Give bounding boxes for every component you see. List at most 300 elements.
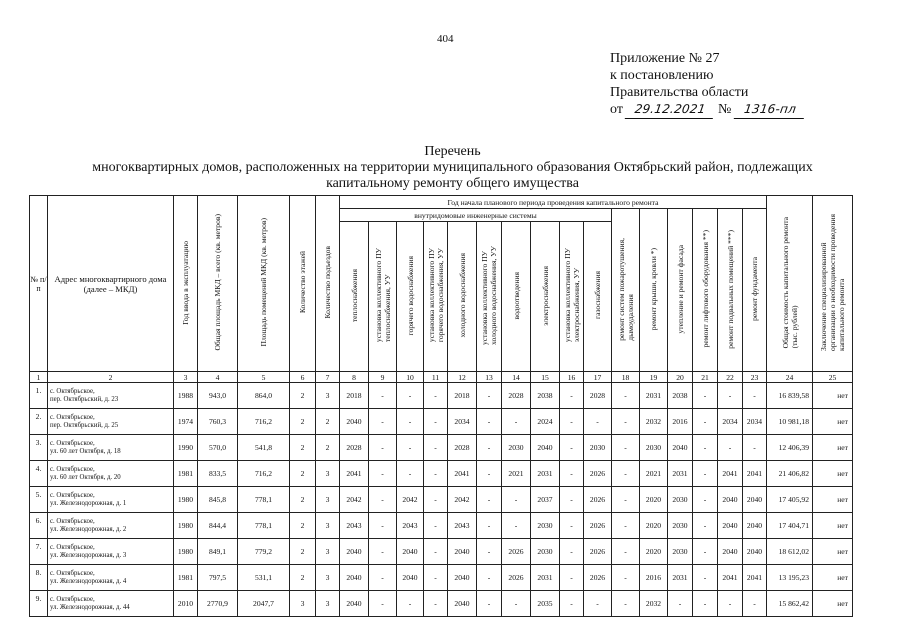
column-index: 10 — [397, 372, 424, 383]
row-address — [48, 487, 174, 513]
table-cell: 2010 — [174, 591, 198, 617]
column-index: 9 — [369, 372, 397, 383]
table-cell: 17 405,92 — [767, 487, 813, 513]
table-cell: 2021 — [502, 461, 531, 487]
col-header-facade — [668, 209, 693, 372]
repair-schedule-table — [29, 195, 853, 617]
conclusion-line-1: Заключение специализированной — [819, 242, 828, 351]
table-cell: 2031 — [531, 461, 560, 487]
table-row — [30, 565, 853, 591]
table-cell: - — [612, 461, 640, 487]
table-cell: 2030 — [531, 513, 560, 539]
table-cell: 716,2 — [238, 461, 290, 487]
address-line-1: с. Октябрьское, — [50, 569, 95, 577]
row-address — [48, 461, 174, 487]
table-cell: 2040 — [743, 487, 767, 513]
table-body — [30, 372, 853, 617]
conclusion-line-3: капитального ремонта — [837, 278, 846, 351]
table-cell: 2041 — [340, 461, 369, 487]
table-row — [30, 539, 853, 565]
table-cell: 2043 — [340, 513, 369, 539]
table-cell: - — [369, 565, 397, 591]
col-header-pu-cold-text — [480, 246, 498, 345]
table-cell: - — [502, 487, 531, 513]
table-cell: - — [397, 409, 424, 435]
row-address — [48, 383, 174, 409]
row-number: 8. — [30, 565, 48, 591]
col-header-cost-text — [781, 217, 799, 348]
table-cell: - — [693, 435, 718, 461]
table-cell: 2026 — [584, 565, 612, 591]
table-cell: - — [369, 461, 397, 487]
table-cell: - — [477, 409, 502, 435]
col-header-facade-text: утепление и ремонт фасада — [675, 244, 685, 334]
fire-line-1: ремонт систем пожаротушения, — [616, 237, 626, 341]
row-address — [48, 539, 174, 565]
column-index: 23 — [743, 372, 767, 383]
table-cell: нет — [813, 565, 853, 591]
column-index: 2 — [48, 372, 174, 383]
table-cell: 849,1 — [198, 539, 238, 565]
address-line-2: ул. Железнодорожная, д. 44 — [50, 603, 130, 611]
address-line-2: ул. Железнодорожная, д. 2 — [50, 525, 127, 533]
row-number: 6. — [30, 513, 48, 539]
table-cell: 2040 — [340, 565, 369, 591]
table-cell: - — [369, 539, 397, 565]
table-cell: 2040 — [668, 435, 693, 461]
col-header-lift — [693, 209, 718, 372]
table-cell: 2043 — [448, 513, 477, 539]
table-cell: нет — [813, 513, 853, 539]
table-cell: 2030 — [668, 513, 693, 539]
table-cell: 2020 — [640, 487, 668, 513]
appendix-line-2: к постановлению — [610, 68, 714, 83]
table-cell: 2024 — [531, 409, 560, 435]
table-cell: 2040 — [340, 591, 369, 617]
table-cell: 864,0 — [238, 383, 290, 409]
table-cell: 2031 — [640, 383, 668, 409]
col-header-basement-text: ремонт подвальных помещений ***) — [725, 229, 735, 349]
table-row — [30, 409, 853, 435]
col-header-cost — [767, 196, 813, 372]
table-cell: нет — [813, 383, 853, 409]
table-cell: - — [693, 591, 718, 617]
table-cell: - — [693, 539, 718, 565]
column-index: 18 — [612, 372, 640, 383]
address-line-1: с. Октябрьское, — [50, 595, 95, 603]
col-header-cold-water — [448, 222, 477, 372]
table-cell: нет — [813, 591, 853, 617]
pu-heat-line-1: установка коллективного ПУ — [373, 248, 383, 343]
page-number: 404 — [437, 33, 454, 45]
table-cell: 2041 — [718, 461, 743, 487]
table-cell: - — [718, 383, 743, 409]
col-header-year — [174, 196, 198, 372]
row-number: 4. — [30, 461, 48, 487]
table-cell: 2030 — [502, 435, 531, 461]
table-cell: 2035 — [531, 591, 560, 617]
column-index: 20 — [668, 372, 693, 383]
col-header-total-area-text: Общая площадь МКД – всего (кв. метров) — [213, 214, 222, 351]
col-header-pu-heat — [369, 222, 397, 372]
table-cell: 2 — [290, 565, 316, 591]
table-cell: - — [718, 591, 743, 617]
table-cell: 2034 — [743, 409, 767, 435]
address-line-2: ул. 60 лет Октября, д. 18 — [50, 447, 121, 455]
table-cell: 16 839,58 — [767, 383, 813, 409]
table-cell: 3 — [290, 591, 316, 617]
table-cell: 13 195,23 — [767, 565, 813, 591]
column-index: 13 — [477, 372, 502, 383]
table-cell: 2034 — [718, 409, 743, 435]
appendix-line-1: Приложение № 27 — [610, 51, 720, 66]
table-cell: нет — [813, 409, 853, 435]
document-heading — [0, 144, 905, 192]
table-cell: 531,1 — [238, 565, 290, 591]
table-cell: - — [502, 591, 531, 617]
table-cell: - — [584, 409, 612, 435]
address-line-2: ул. Железнодорожная, д. 4 — [50, 577, 127, 585]
table-cell: - — [743, 591, 767, 617]
table-cell: - — [369, 591, 397, 617]
col-header-conclusion-text — [819, 214, 846, 351]
table-cell: - — [560, 565, 584, 591]
table-cell: нет — [813, 435, 853, 461]
column-index: 17 — [584, 372, 612, 383]
table-cell: 833,5 — [198, 461, 238, 487]
table-cell: 2770,9 — [198, 591, 238, 617]
table-cell: - — [560, 435, 584, 461]
address-line-1: с. Октябрьское, — [50, 465, 95, 473]
table-cell: - — [397, 383, 424, 409]
table-cell: 1980 — [174, 513, 198, 539]
address-line-1: с. Октябрьское, — [50, 543, 95, 551]
table-cell: 2030 — [640, 435, 668, 461]
column-index: 25 — [813, 372, 853, 383]
table-cell: 2028 — [340, 435, 369, 461]
table-cell: 2042 — [340, 487, 369, 513]
table-cell: 1981 — [174, 565, 198, 591]
table-cell: 2021 — [640, 461, 668, 487]
table-cell: 2038 — [668, 383, 693, 409]
table-cell: 541,8 — [238, 435, 290, 461]
table-cell: - — [424, 461, 448, 487]
table-cell: 1981 — [174, 461, 198, 487]
table-cell: 21 406,82 — [767, 461, 813, 487]
col-header-roof — [640, 209, 668, 372]
decree-date: 29.12.2021 — [625, 101, 716, 119]
table-cell: нет — [813, 487, 853, 513]
table-row — [30, 435, 853, 461]
table-cell: 2040 — [743, 513, 767, 539]
col-header-roof-text: ремонт крыши, кровли *) — [649, 247, 658, 331]
pu-power-line-2: электроснабжения, УУ — [571, 268, 581, 343]
col-header-pu-hot — [424, 222, 448, 372]
table-cell: 1980 — [174, 539, 198, 565]
table-cell: - — [560, 539, 584, 565]
table-cell: 2016 — [640, 565, 668, 591]
table-cell: 2040 — [718, 513, 743, 539]
row-number: 1. — [30, 383, 48, 409]
table-cell: - — [560, 487, 584, 513]
table-cell: 3 — [316, 487, 340, 513]
address-line-2: ул. 60 лет Октября, д. 20 — [50, 473, 121, 481]
col-header-engineering: внутридомовые инженерные системы — [340, 209, 612, 222]
table-cell: 2032 — [640, 591, 668, 617]
column-index: 1 — [30, 372, 48, 383]
table-cell: 2041 — [718, 565, 743, 591]
address-line-2: пер. Октябрьский, д. 25 — [50, 421, 119, 429]
table-cell: - — [693, 383, 718, 409]
table-cell: - — [743, 435, 767, 461]
pu-power-line-1: установка коллективного ПУ — [562, 248, 572, 343]
appendix-line-4 — [610, 101, 805, 119]
cost-line-2: (тыс. рублей) — [789, 305, 799, 349]
table-cell: 2030 — [668, 539, 693, 565]
table-cell: 2040 — [718, 539, 743, 565]
table-cell: - — [477, 461, 502, 487]
header-row-top — [30, 196, 853, 209]
col-header-period: Год начала планового периода проведения капитального ремонта — [340, 196, 767, 209]
table-cell: - — [369, 513, 397, 539]
table-cell: - — [397, 591, 424, 617]
row-address — [48, 591, 174, 617]
table-cell: 2030 — [531, 539, 560, 565]
table-cell: - — [693, 461, 718, 487]
table-cell: - — [584, 591, 612, 617]
table-cell: - — [369, 487, 397, 513]
table-cell: 2041 — [743, 565, 767, 591]
table-cell: нет — [813, 461, 853, 487]
col-header-room-area — [238, 196, 290, 372]
row-address — [48, 565, 174, 591]
table-cell: 2026 — [584, 487, 612, 513]
table-cell: 2040 — [397, 565, 424, 591]
col-header-total-area — [198, 196, 238, 372]
table-cell: 3 — [316, 383, 340, 409]
table-cell: 2020 — [640, 513, 668, 539]
table-cell: - — [693, 487, 718, 513]
pu-heat-line-2: теплоснабжения, УУ — [382, 274, 392, 343]
column-index: 12 — [448, 372, 477, 383]
table-cell: 2 — [290, 435, 316, 461]
col-header-foundation — [743, 209, 767, 372]
table-cell: 2028 — [448, 435, 477, 461]
table-cell: - — [612, 487, 640, 513]
col-header-pu-heat-text — [374, 248, 392, 342]
table-cell: 3 — [316, 591, 340, 617]
table-cell: 1988 — [174, 383, 198, 409]
table-cell: - — [477, 383, 502, 409]
col-header-hot-water — [397, 222, 424, 372]
column-index: 5 — [238, 372, 290, 383]
col-header-gas — [584, 222, 612, 372]
decree-number: 1316-пл — [734, 101, 807, 119]
table-cell: 2020 — [640, 539, 668, 565]
table-cell: - — [424, 435, 448, 461]
table-cell: - — [477, 591, 502, 617]
address-line-1: с. Октябрьское, — [50, 491, 95, 499]
table-cell: - — [668, 591, 693, 617]
table-cell: 716,2 — [238, 409, 290, 435]
address-line-2: пер. Октябрьский, д. 23 — [50, 395, 119, 403]
table-cell: - — [477, 513, 502, 539]
table-cell: 2026 — [584, 461, 612, 487]
table-cell: 2041 — [448, 461, 477, 487]
col-header-basement — [718, 209, 743, 372]
table-cell: - — [693, 565, 718, 591]
table-cell: 2041 — [743, 461, 767, 487]
col-header-hot-water-text: горячего водоснабжения — [405, 255, 415, 336]
table-cell: 778,1 — [238, 487, 290, 513]
table-cell: 2 — [290, 487, 316, 513]
column-index: 22 — [718, 372, 743, 383]
table-cell: 2026 — [502, 565, 531, 591]
row-number: 9. — [30, 591, 48, 617]
table-cell: 2040 — [340, 409, 369, 435]
table-cell: - — [397, 461, 424, 487]
col-header-entrances-text: Количество подъездов — [323, 246, 332, 319]
col-header-heat — [340, 222, 369, 372]
address-line-2: ул. Железнодорожная, д. 3 — [50, 551, 127, 559]
table-cell: - — [424, 513, 448, 539]
table-cell: - — [560, 409, 584, 435]
col-header-conclusion — [813, 196, 853, 372]
row-number: 5. — [30, 487, 48, 513]
appendix-line-3: Правительства области — [610, 85, 749, 100]
table-cell: - — [612, 539, 640, 565]
table-cell: 2037 — [531, 487, 560, 513]
table-cell: 3 — [316, 539, 340, 565]
table-cell: 2016 — [668, 409, 693, 435]
table-row — [30, 383, 853, 409]
document-subtitle-line-1: многоквартирных домов, расположенных на территории муниципального образования Октябрьский район, подлежащих — [92, 160, 813, 175]
table-cell: 12 406,39 — [767, 435, 813, 461]
row-number: 3. — [30, 435, 48, 461]
fire-line-2: дымоудаления — [625, 293, 635, 341]
pu-cold-line-2: холодного водоснабжения, УУ — [489, 245, 498, 346]
table-cell: 2040 — [448, 565, 477, 591]
col-header-fire-text — [617, 238, 635, 341]
pu-hot-line-1: установка коллективного ПУ — [426, 248, 436, 343]
table-cell: - — [369, 383, 397, 409]
table-cell: 15 862,42 — [767, 591, 813, 617]
table-cell: 2047,7 — [238, 591, 290, 617]
col-header-drain-text: водоотведения — [511, 271, 521, 320]
table-cell: 3 — [316, 565, 340, 591]
table-cell: 3 — [316, 513, 340, 539]
table-cell: 2 — [316, 409, 340, 435]
table-cell: - — [477, 435, 502, 461]
pu-cold-line-1: установка коллективного ПУ — [480, 250, 489, 346]
col-header-number: № п/п — [30, 196, 48, 372]
col-header-floors-text: Количество этажей — [298, 251, 307, 314]
table-cell: 2040 — [718, 487, 743, 513]
table-cell: - — [424, 591, 448, 617]
table-row — [30, 487, 853, 513]
table-cell: - — [560, 383, 584, 409]
table-cell: 2030 — [584, 435, 612, 461]
table-cell: 2028 — [584, 383, 612, 409]
table-cell: 570,0 — [198, 435, 238, 461]
table-cell: 2040 — [743, 539, 767, 565]
table-cell: 18 612,02 — [767, 539, 813, 565]
col-header-heat-text: теплоснабжения — [349, 268, 359, 323]
col-header-power-text: электроснабжения — [540, 265, 550, 326]
cost-line-1: Общая стоимость капитального ремонта — [780, 216, 790, 349]
table-cell: - — [424, 409, 448, 435]
column-index: 14 — [502, 372, 531, 383]
col-header-lift-text: ремонт лифтового оборудования **) — [700, 230, 710, 348]
col-header-year-text: Год ввода в эксплуатацию — [181, 240, 190, 325]
col-header-room-area-text: Площадь помещений МКД (кв. метров) — [259, 218, 268, 347]
table-row — [30, 591, 853, 617]
table-cell: 2 — [290, 409, 316, 435]
col-header-power — [531, 222, 560, 372]
table-cell: - — [502, 409, 531, 435]
table-cell: 779,2 — [238, 539, 290, 565]
table-row — [30, 461, 853, 487]
row-number: 7. — [30, 539, 48, 565]
table-cell: нет — [813, 539, 853, 565]
table-cell: - — [477, 565, 502, 591]
table-cell: 797,5 — [198, 565, 238, 591]
table-cell: 2040 — [448, 591, 477, 617]
row-number: 2. — [30, 409, 48, 435]
table-cell: 2034 — [448, 409, 477, 435]
table-cell: - — [424, 383, 448, 409]
table-cell: 2032 — [640, 409, 668, 435]
table-cell: 845,8 — [198, 487, 238, 513]
table-cell: 10 981,18 — [767, 409, 813, 435]
column-index: 19 — [640, 372, 668, 383]
table-cell: 1980 — [174, 487, 198, 513]
table-cell: - — [502, 513, 531, 539]
col-header-gas-text: газоснабжения — [593, 271, 602, 320]
table-cell: 943,0 — [198, 383, 238, 409]
address-line-1: с. Октябрьское, — [50, 439, 95, 447]
table-cell: 2028 — [502, 383, 531, 409]
table-cell: - — [718, 435, 743, 461]
appendix-block — [610, 50, 805, 119]
column-index: 3 — [174, 372, 198, 383]
pu-hot-line-2: горячего водоснабжения, УУ — [435, 248, 445, 343]
table-cell: - — [743, 383, 767, 409]
table-cell: - — [612, 383, 640, 409]
table-cell: - — [612, 409, 640, 435]
conclusion-line-2: организации о необходимости проведения — [828, 214, 837, 351]
col-header-cold-water-text: холодного водоснабжения — [457, 253, 467, 338]
table-cell: 844,4 — [198, 513, 238, 539]
table-cell: - — [369, 435, 397, 461]
column-index: 4 — [198, 372, 238, 383]
table-cell: 2 — [290, 383, 316, 409]
table-cell: 2042 — [448, 487, 477, 513]
table-cell: - — [560, 591, 584, 617]
column-index: 24 — [767, 372, 813, 383]
table-cell: 17 404,71 — [767, 513, 813, 539]
table-row — [30, 513, 853, 539]
table-cell: 2 — [290, 461, 316, 487]
table-cell: 2030 — [668, 487, 693, 513]
table-cell: - — [477, 487, 502, 513]
table-cell: 2040 — [448, 539, 477, 565]
col-header-pu-cold — [477, 222, 502, 372]
col-header-drain — [502, 222, 531, 372]
address-line-2: ул. Железнодорожная, д. 1 — [50, 499, 127, 507]
column-index: 21 — [693, 372, 718, 383]
col-header-pu-power — [560, 222, 584, 372]
